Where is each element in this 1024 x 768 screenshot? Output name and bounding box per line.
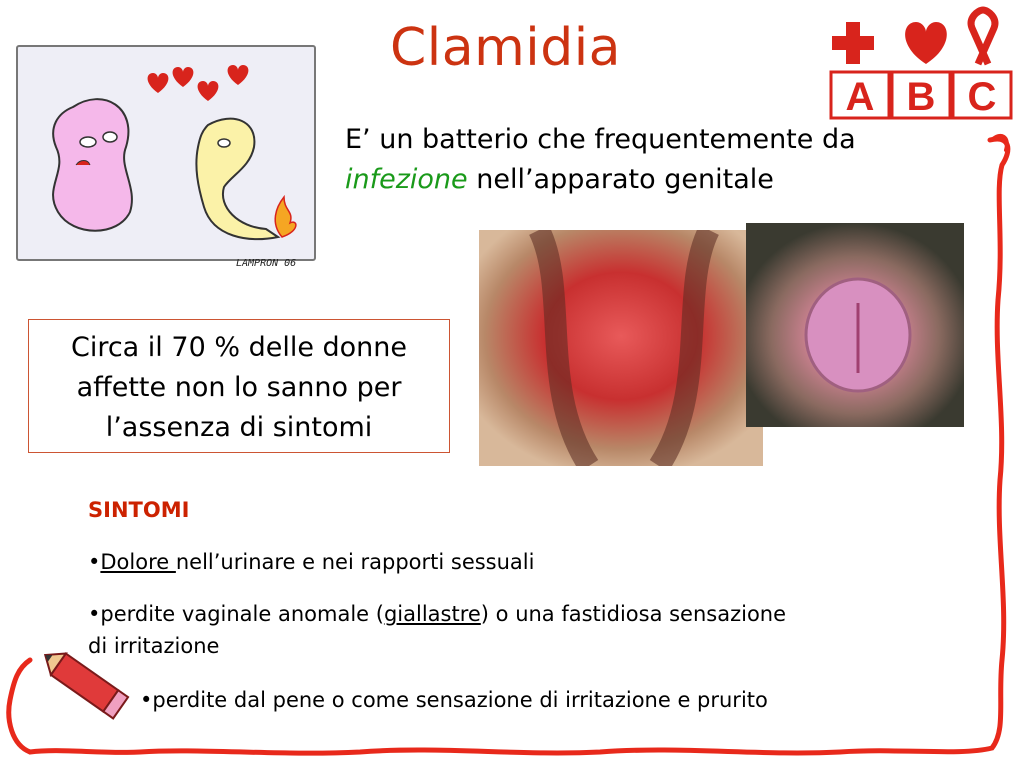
abc-letters: [831, 72, 1011, 119]
abc-logo: [828, 6, 1014, 122]
symptom-item-1: [88, 546, 958, 578]
underlined-word: Dolore: [100, 550, 176, 574]
symptom-item-2-line-2: di irritazione: [88, 634, 220, 658]
slide-title: Clamidia: [390, 18, 622, 78]
callout-line-2: affette non lo sanno per: [76, 372, 402, 403]
intro-line-2: [345, 160, 965, 200]
accent-word: infezione: [345, 164, 468, 195]
symptom-item-2: [88, 598, 958, 662]
yellow-character: [196, 119, 278, 239]
symptom-item-2-line-1: [88, 598, 958, 630]
hearts-icon: [148, 65, 249, 101]
intro-line-2-rest: nell’apparato genitale: [467, 164, 774, 195]
callout-line-3: l’assenza di sintomi: [105, 412, 373, 443]
bullet: •: [88, 602, 101, 626]
pink-character: [53, 99, 132, 231]
cartoon-illustration: [16, 45, 316, 261]
cross-icon: [832, 22, 874, 64]
bullet: •: [140, 688, 153, 712]
logo-letter-a: A: [845, 75, 875, 119]
heart-icon: [905, 22, 947, 64]
symptoms-heading: SINTOMI: [88, 498, 190, 522]
symptom-text: perdite vaginale anomale (: [100, 602, 384, 626]
intro-line-1: E’ un batterio che frequentemente da: [345, 124, 856, 155]
logo-letter-b: B: [906, 75, 936, 119]
clinical-photo-male: [746, 223, 964, 427]
clinical-photo-female: [479, 230, 763, 466]
callout-line-1: Circa il 70 % delle donne: [70, 332, 408, 363]
intro-text: [345, 120, 965, 200]
pencil-icon: [28, 640, 138, 740]
symptom-item-3: [140, 684, 960, 716]
logo-letter-c: C: [967, 75, 997, 119]
symptom-text: perdite dal pene o come sensazione di irritazione e prurito: [152, 688, 768, 712]
callout-box: [28, 319, 450, 453]
flame-icon: [275, 197, 296, 237]
cartoon-drawing: [18, 47, 314, 259]
underlined-word: giallastre: [383, 602, 481, 626]
symptom-text: nell’urinare e nei rapporti sessuali: [175, 550, 535, 574]
cartoon-signature: LAMPRON 06: [236, 258, 297, 269]
bullet: •: [88, 550, 101, 574]
symptom-text: ) o una fastidiosa sensazione: [480, 602, 787, 626]
ribbon-icon: [971, 10, 995, 64]
